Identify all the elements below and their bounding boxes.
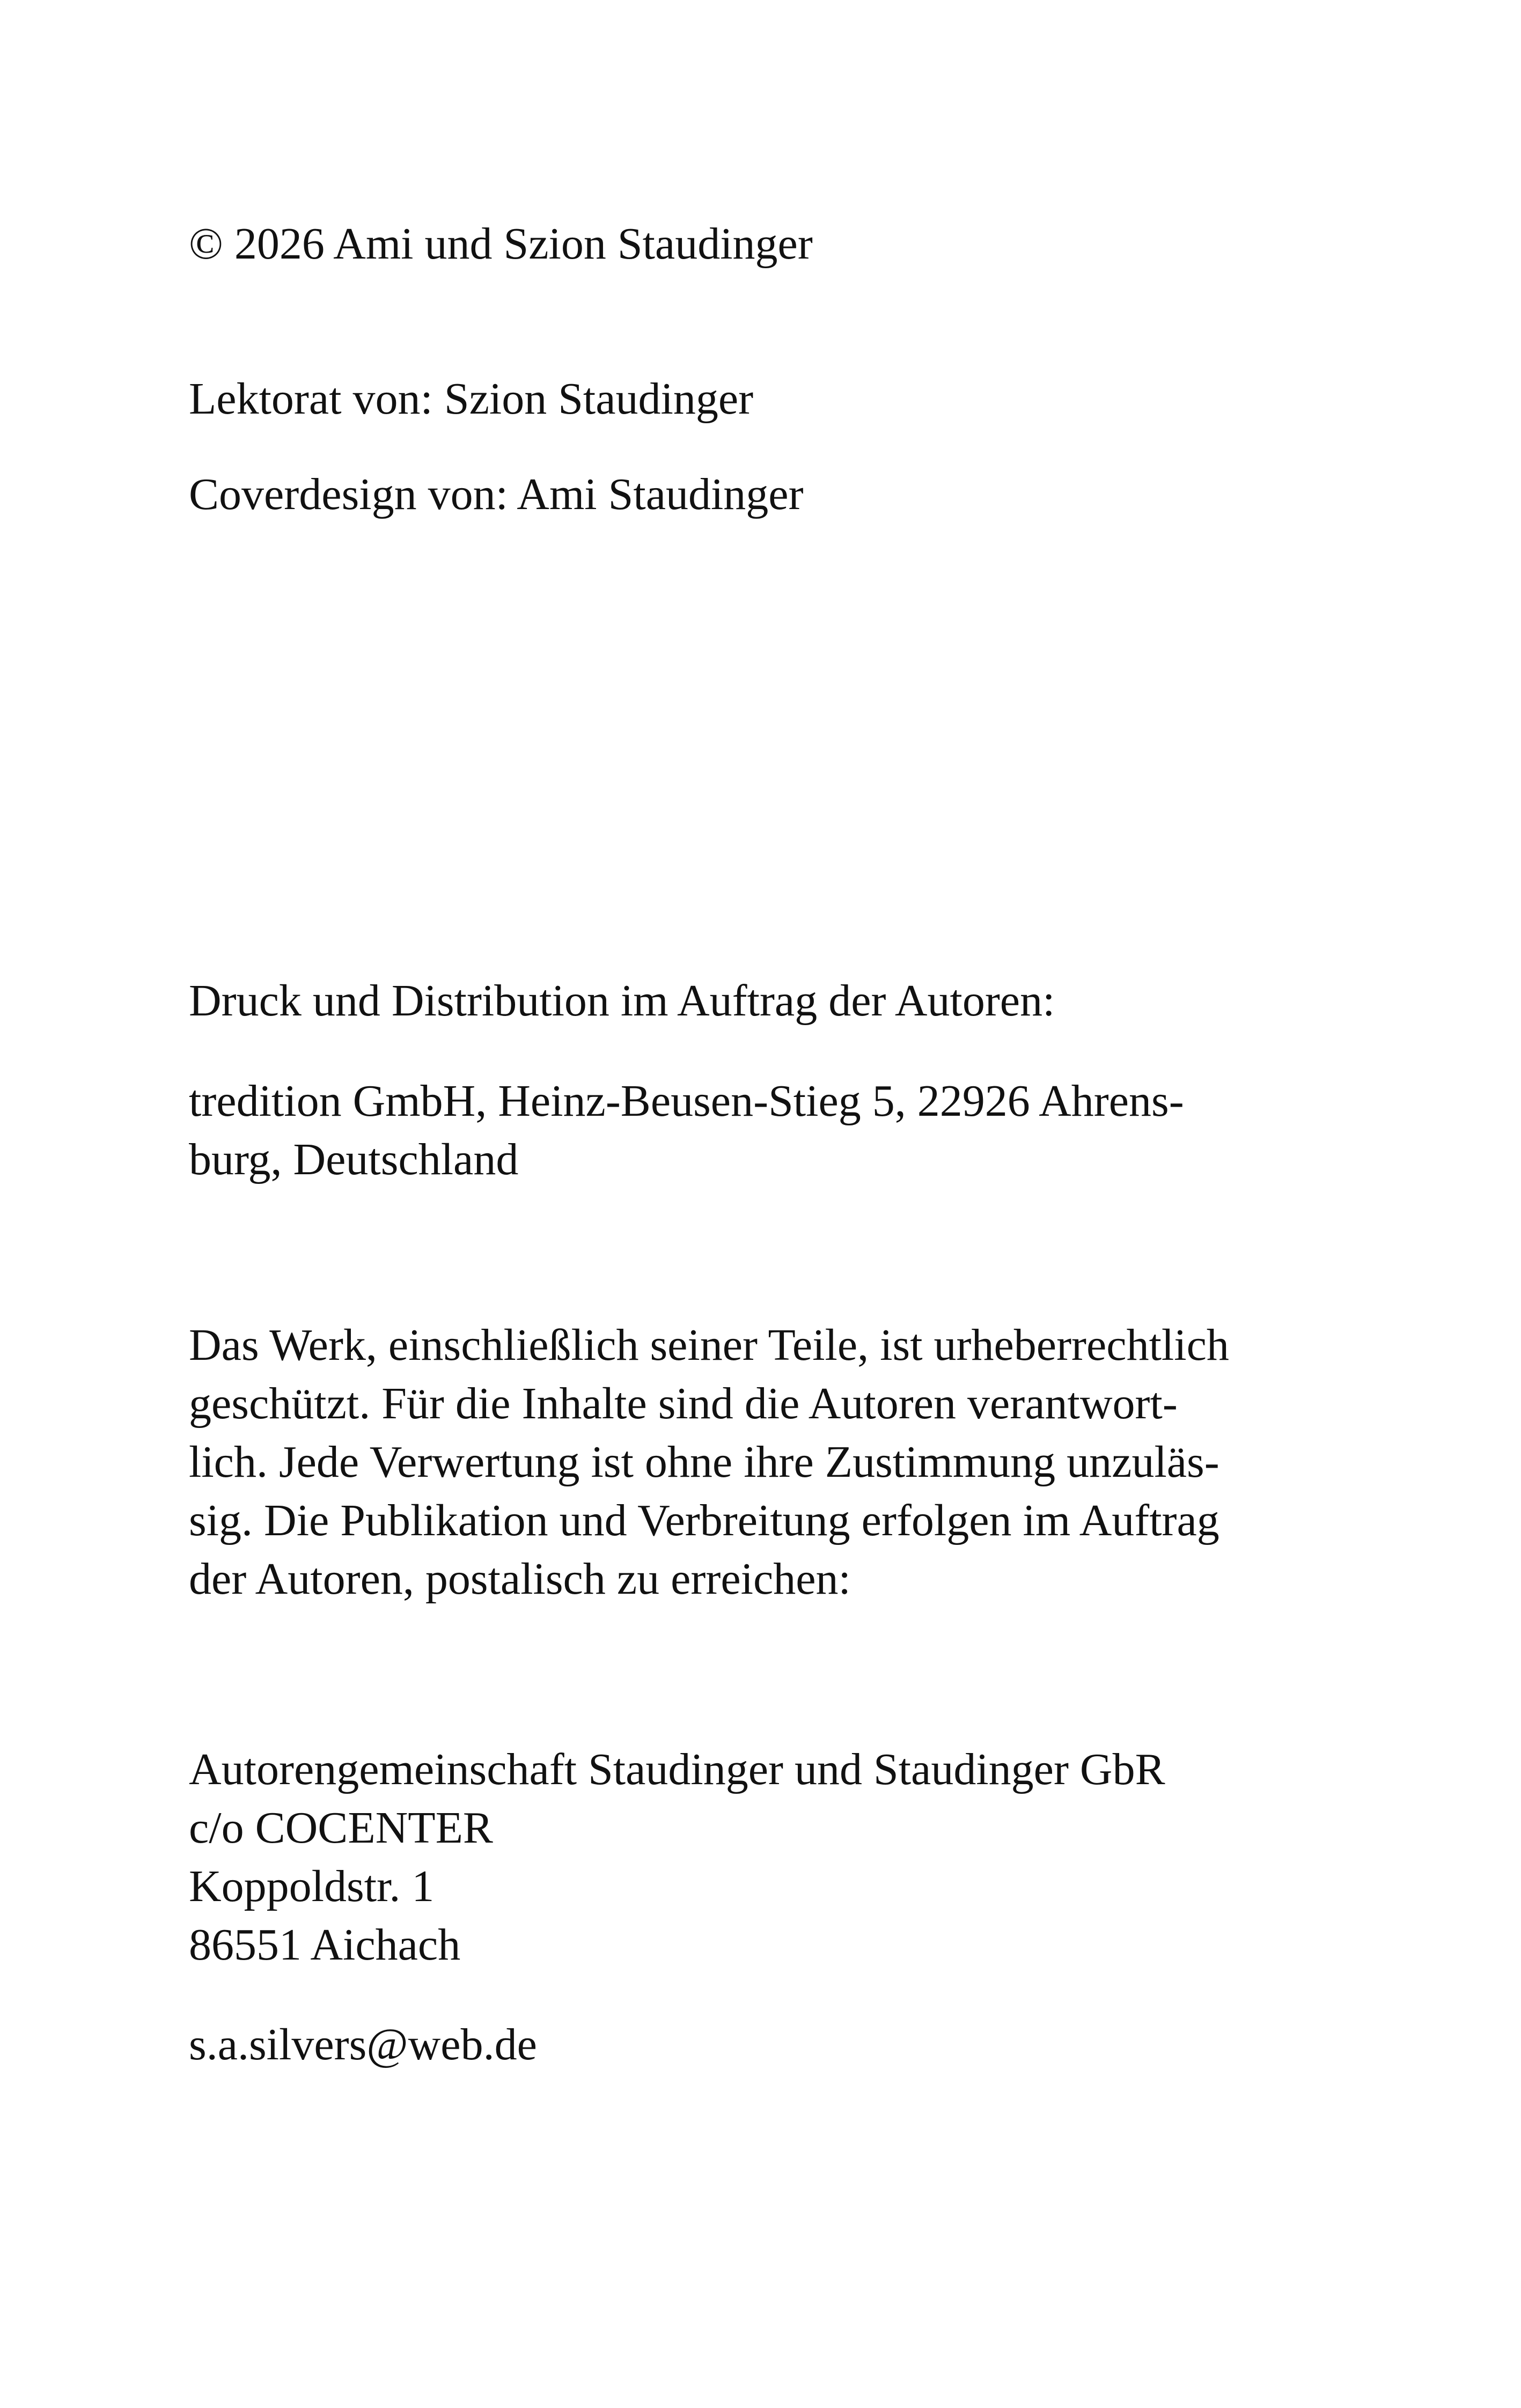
contact-address-line: Koppoldstr. 1	[189, 1861, 435, 1911]
distribution-heading: Druck und Distribution im Auftrag der Autoren:	[189, 976, 1055, 1026]
coverdesign-credit: Coverdesign von: Ami Staudinger	[189, 469, 804, 519]
distributor-address-line: tredition GmbH, Heinz-Beusen-Stieg 5, 22926 Ahrens-	[189, 1076, 1184, 1126]
contact-address-line: c/o COCENTER	[189, 1803, 493, 1853]
copyright-notice: © 2026 Ami und Szion Staudinger	[189, 219, 813, 269]
rights-notice-line: lich. Jede Verwertung ist ohne ihre Zustimmung unzuläs-	[189, 1437, 1219, 1487]
rights-notice-line: der Autoren, postalisch zu erreichen:	[189, 1554, 851, 1604]
rights-notice-line: geschützt. Für die Inhalte sind die Autoren verantwort-	[189, 1379, 1178, 1428]
rights-notice-line: Das Werk, einschließlich seiner Teile, ist urheberrechtlich	[189, 1320, 1229, 1370]
contact-email: s.a.silvers@web.de	[189, 2020, 537, 2070]
lektorat-credit: Lektorat von: Szion Staudinger	[189, 374, 754, 424]
contact-address-line: Autorengemeinschaft Staudinger und Staudinger GbR	[189, 1744, 1165, 1794]
contact-address-line: 86551 Aichach	[189, 1920, 461, 1970]
distributor-address-line: burg, Deutschland	[189, 1135, 519, 1184]
rights-notice-line: sig. Die Publikation und Verbreitung erfolgen im Auftrag	[189, 1496, 1219, 1545]
